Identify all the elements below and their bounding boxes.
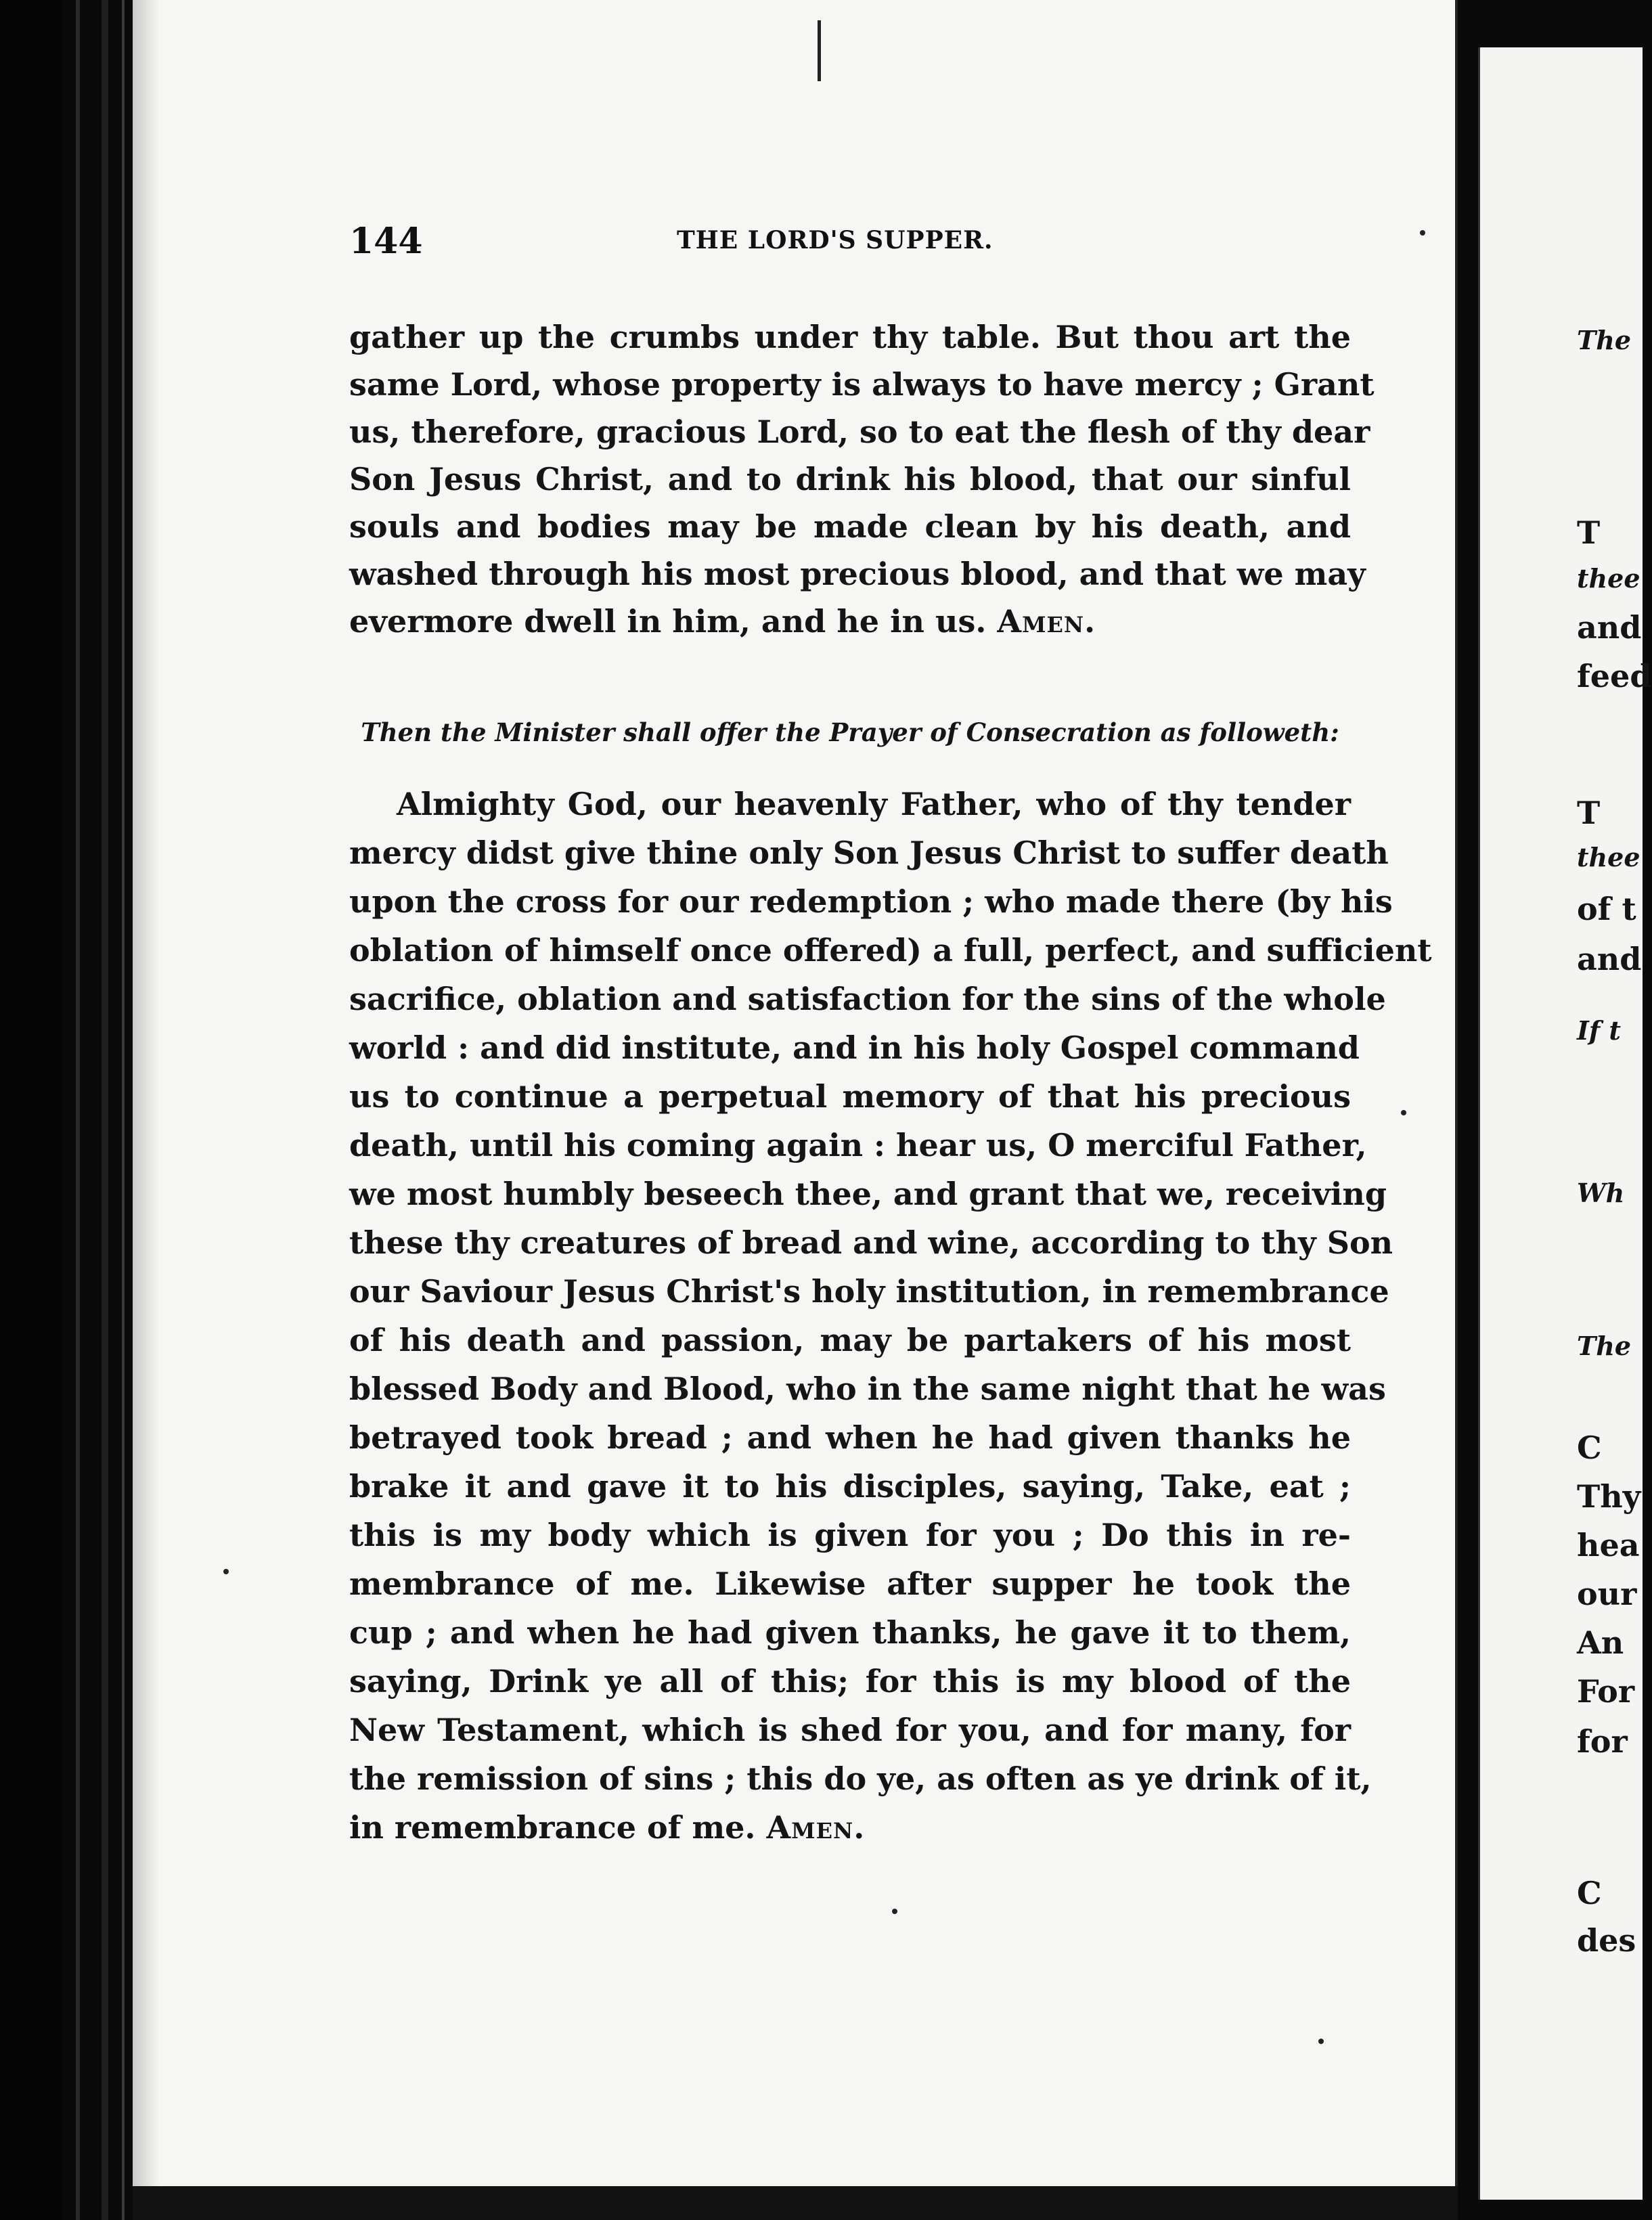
- text-line: us to continue a perpetual memory of that his precious: [349, 1078, 1351, 1115]
- text-line: upon the cross for our redemption ; who made there (by his: [349, 883, 1393, 920]
- right-fragment: feed: [1577, 658, 1652, 694]
- text-line: [349, 1807, 1351, 1848]
- text-line: our Saviour Jesus Christ's holy institution, in remembrance: [349, 1273, 1389, 1310]
- text-line: same Lord, whose property is always to have mercy ; Grant: [349, 366, 1375, 403]
- text-line: washed through his most precious blood, and that we may: [349, 556, 1366, 592]
- paper-speck: [1401, 1110, 1406, 1115]
- binding-edge: [122, 0, 125, 2220]
- text-line: this is my body which is given for you ; Do this in re-: [349, 1517, 1351, 1553]
- right-fragment: T: [1577, 795, 1601, 831]
- text-line: [349, 601, 1351, 642]
- right-fragment: Thy: [1577, 1478, 1641, 1515]
- right-fragment: hea: [1577, 1527, 1640, 1563]
- right-fragment: For: [1577, 1673, 1635, 1710]
- amen-word: Amen.: [997, 603, 1096, 640]
- page-mark: [818, 20, 821, 81]
- right-fragment: C: [1577, 1429, 1602, 1466]
- text-line: the remission of sins ; this do ye, as often as ye drink of it,: [349, 1760, 1372, 1797]
- text-line: betrayed took bread ; and when he had given thanks he: [349, 1419, 1351, 1456]
- right-fragment: and: [1577, 941, 1642, 977]
- text-line: cup ; and when he had given thanks, he gave it to them,: [349, 1614, 1351, 1651]
- text-line: oblation of himself once offered) a full, perfect, and sufficient: [349, 932, 1432, 969]
- binding-edge: [102, 0, 108, 2220]
- text-line: we most humbly beseech thee, and grant that we, receiving: [349, 1176, 1387, 1212]
- book-binding: [0, 0, 62, 2220]
- right-fragment: and: [1577, 609, 1642, 646]
- running-head: [349, 221, 1351, 275]
- text-line: sacrifice, oblation and satisfaction for the sins of the whole: [349, 981, 1386, 1017]
- text-line: gather up the crumbs under thy table. But thou art the: [349, 319, 1351, 355]
- right-fragment: The: [1577, 1331, 1632, 1361]
- text-line: New Testament, which is shed for you, and for many, for: [349, 1712, 1351, 1748]
- right-fragment: thee: [1577, 563, 1640, 594]
- text-line: Almighty God, our heavenly Father, who of thy tender: [397, 786, 1351, 822]
- text-line: membrance of me. Likewise after supper he took the: [349, 1566, 1351, 1602]
- text-line: souls and bodies may be made clean by his death, and: [349, 508, 1351, 545]
- right-fragment: An: [1577, 1624, 1624, 1661]
- text-line: world : and did institute, and in his holy Gospel command: [349, 1029, 1360, 1066]
- page-bottom-edge: [133, 2186, 1458, 2220]
- text-line: us, therefore, gracious Lord, so to eat the flesh of thy dear: [349, 414, 1370, 450]
- page-number: 144: [349, 221, 423, 262]
- text-line: brake it and gave it to his disciples, saying, Take, eat ;: [349, 1468, 1351, 1505]
- right-fragment: T: [1577, 514, 1601, 551]
- right-fragment: our: [1577, 1576, 1637, 1612]
- line-text: in remembrance of me.: [349, 1809, 767, 1846]
- right-fragment: des: [1577, 1922, 1636, 1959]
- text-line: blessed Body and Blood, who in the same night that he was: [349, 1371, 1386, 1407]
- right-fragment: of t: [1577, 891, 1636, 927]
- text-line: mercy didst give thine only Son Jesus Christ to suffer death: [349, 835, 1389, 871]
- paper-speck: [1318, 2039, 1324, 2044]
- paper-speck: [892, 1909, 897, 1914]
- text-line: these thy creatures of bread and wine, according to thy Son: [349, 1224, 1393, 1261]
- right-fragment: Wh: [1577, 1178, 1625, 1208]
- amen-word: Amen.: [766, 1809, 866, 1846]
- text-line: death, until his coming again : hear us, O merciful Father,: [349, 1127, 1367, 1163]
- line-text: evermore dwell in him, and he in us.: [349, 603, 998, 640]
- right-fragment: for: [1577, 1723, 1628, 1760]
- right-fragment: C: [1577, 1875, 1602, 1911]
- right-fragment: thee: [1577, 842, 1640, 872]
- text-line: of his death and passion, may be partakers of his most: [349, 1322, 1351, 1358]
- right-fragment: The: [1577, 325, 1632, 355]
- text-line: Son Jesus Christ, and to drink his blood, that our sinful: [349, 461, 1351, 497]
- binding-edge: [76, 0, 80, 2220]
- paper-speck: [1420, 230, 1425, 236]
- running-title: THE LORD'S SUPPER.: [677, 226, 994, 254]
- rubric-instruction: Then the Minister shall offer the Prayer of Consecration as followeth:: [361, 717, 1339, 747]
- gutter-shadow: [133, 0, 160, 2193]
- right-page: [1478, 47, 1643, 2200]
- right-fragment: If t: [1577, 1015, 1621, 1046]
- paper-speck: [223, 1569, 229, 1574]
- text-line: saying, Drink ye all of this; for this is my blood of the: [349, 1663, 1351, 1700]
